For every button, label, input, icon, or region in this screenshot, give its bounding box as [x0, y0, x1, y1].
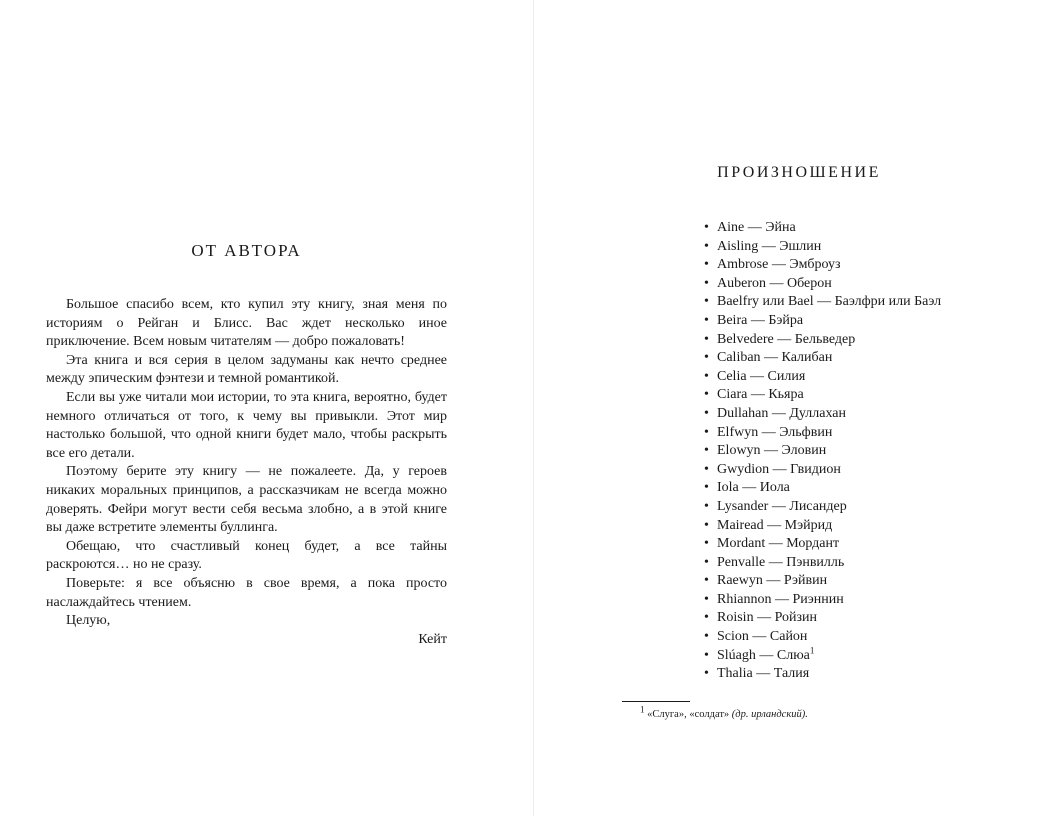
- list-item: • Thalia — Талия: [704, 665, 941, 684]
- list-item: • Scion — Сайон: [704, 628, 941, 647]
- right-page: [534, 0, 1064, 816]
- bullet-icon: •: [704, 591, 709, 607]
- list-item: • Elfwyn — Эльфвин: [704, 424, 941, 443]
- paragraph: Обещаю, что счастливый конец будет, а все тайны раскроются… но не сразу.: [46, 538, 447, 573]
- list-item: • Ambrose — Эмброуз: [704, 256, 941, 275]
- bullet-icon: •: [704, 610, 709, 626]
- bullet-icon: •: [704, 238, 709, 254]
- list-item: • Mairead — Мэйрид: [704, 517, 941, 536]
- list-item: • Aine — Эйна: [704, 219, 941, 238]
- footnote-marker: 1: [640, 704, 645, 715]
- bullet-icon: •: [704, 275, 709, 291]
- author-note-body: [46, 296, 447, 649]
- list-item: • Aisling — Эшлин: [704, 238, 941, 257]
- list-item: • Rhiannon — Риэннин: [704, 591, 941, 610]
- list-item: • Raewyn — Рэйвин: [704, 572, 941, 591]
- bullet-icon: •: [704, 331, 709, 347]
- bullet-icon: •: [704, 220, 709, 235]
- bullet-icon: •: [704, 480, 709, 496]
- paragraph: Поэтому берите эту книгу — не пожалеете. Да, у героев никаких моральных принципов, а рассказчикам не всегда можно доверять. Фейри могут вести себя весьма злобно, а в этой книге вы даже встретите элементы буллинга.: [46, 464, 447, 536]
- bullet-icon: •: [704, 257, 709, 273]
- bullet-icon: •: [704, 647, 709, 663]
- bullet-icon: •: [704, 350, 709, 366]
- bullet-icon: •: [704, 536, 709, 552]
- bullet-icon: •: [704, 461, 709, 477]
- bullet-icon: •: [704, 312, 709, 328]
- paragraph: Если вы уже читали мои истории, то эта книга, вероятно, будет немного отличаться от того, к чему вы привыкли. Этот мир настолько большой, что одной книги будет мало, чтобы раскрыть все его детали.: [46, 389, 447, 461]
- page-title-author-note: ОТ АВТОРА: [191, 241, 302, 260]
- list-item: • Ciara — Кьяра: [704, 386, 941, 405]
- bullet-icon: •: [704, 424, 709, 440]
- paragraph: Большое спасибо всем, кто купил эту книгу, зная меня по историям о Рейган и Блисс. Вас ждет несколько иное приключение. Всем новым читателям — добро пожаловать!: [46, 297, 447, 350]
- list-item: • Auberon — Оберон: [704, 275, 941, 294]
- bullet-icon: •: [704, 294, 709, 310]
- bullet-icon: •: [704, 443, 709, 459]
- list-item: • Dullahan — Дуллахан: [704, 405, 941, 424]
- list-item: • Celia — Силия: [704, 368, 941, 387]
- bullet-icon: •: [704, 517, 709, 533]
- bullet-icon: •: [704, 629, 709, 645]
- paragraph: Эта книга и вся серия в целом задуманы как нечто среднее между эпическим фэнтези и темной романтикой.: [46, 352, 447, 387]
- bullet-icon: •: [704, 387, 709, 403]
- list-item: • Mordant — Мордант: [704, 535, 941, 554]
- list-item: • Lysander — Лисандер: [704, 498, 941, 517]
- footnote-text: «Слуга», «солдат»: [647, 709, 730, 720]
- page-title-pronunciation: ПРОИЗНОШЕНИЕ: [717, 164, 881, 181]
- footnote-reference[interactable]: 1: [809, 645, 815, 655]
- bullet-icon: •: [704, 498, 709, 514]
- list-item: • Slúagh — Слюа$^1$: [704, 647, 941, 666]
- list-item: • Elowyn — Эловин: [704, 442, 941, 461]
- footnote-divider: [622, 701, 690, 702]
- bullet-icon: •: [704, 554, 709, 570]
- list-item: • Caliban — Калибан: [704, 349, 941, 368]
- footnote: [640, 704, 808, 720]
- list-item: • Penvalle — Пэнвилль: [704, 554, 941, 573]
- signature: Кейт: [418, 631, 447, 647]
- list-item: • Beira — Бэйра: [704, 312, 941, 331]
- footnote-note: (др. ирландский).: [731, 709, 808, 720]
- bullet-icon: •: [704, 573, 709, 589]
- list-item: • Iola — Иола: [704, 479, 941, 498]
- list-item: • Gwydion — Гвидион: [704, 461, 941, 480]
- list-item: • Baelfry или Bael — Баэлфри или Баэл: [704, 293, 941, 312]
- bullet-icon: •: [704, 405, 709, 421]
- list-item: • Roisin — Ройзин: [704, 609, 941, 628]
- paragraph: Целую,: [66, 613, 111, 629]
- bullet-icon: •: [704, 666, 709, 682]
- pronunciation-list: [704, 219, 941, 684]
- list-item: • Belvedere — Бельведер: [704, 331, 941, 350]
- paragraph: Поверьте: я все объясню в свое время, а пока просто наслаждайтесь чтением.: [46, 575, 447, 610]
- bullet-icon: •: [704, 368, 709, 384]
